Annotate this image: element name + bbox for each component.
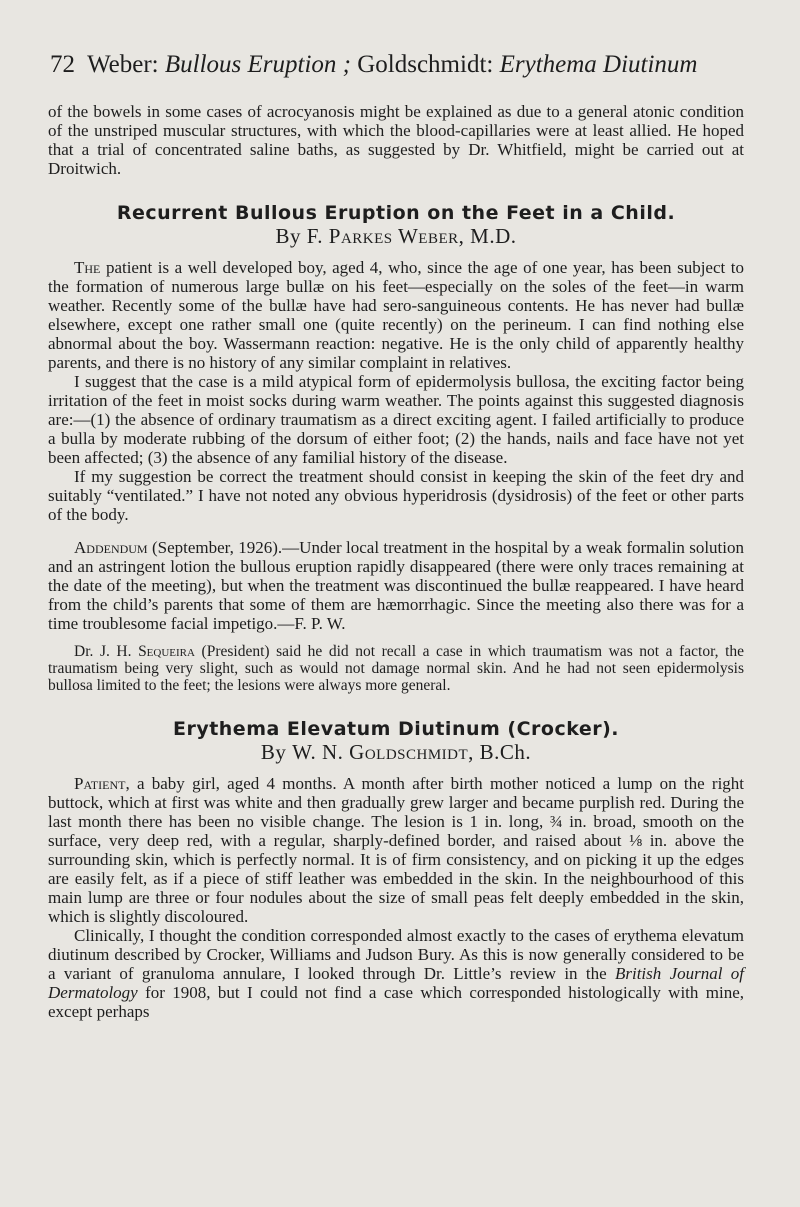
article1-degree: M.D. [470,224,517,248]
article1-byline [48,224,744,248]
article2-byline [48,740,744,764]
article1-paragraph-1 [48,258,744,372]
article2-title: Erythema Elevatum Diutinum (Crocker). [172,718,620,740]
article2-by: By [260,740,287,764]
header-right-title: Erythema Diutinum [499,51,698,78]
article2-paragraph-2 [48,926,744,1021]
article2-p2-before: Clinically, I thought the condition corresponded almost exactly to the cases of erythema elevatum diutinum described by Crocker, Williams and Judson Bury. As this is now generally considered to be a variant of granuloma annulare, I looked through Dr. Little’s review in the [48,926,744,983]
page-body [48,102,744,1021]
article1-title: Recurrent Bullous Eruption on the Feet in a Child. [116,202,676,224]
article2-degree: B.Ch. [479,740,532,764]
addendum-text: (September, 1926).—Under local treatment in the hospital by a weak formalin solution and an astringent lotion the bullous eruption rapidly disappeared (there were only traces remaining at the date of the meeting), but when the treatment was discontinued the bullæ reappeared. I have heard from the child’s parents that some of them are hæmorrhagic. Since the meeting also there was for a time troublesome facial impetigo.—F. P. W. [48,538,745,633]
article2-paragraph-1 [48,774,744,926]
article1-paragraph-2: I suggest that the case is a mild atypical form of epidermolysis bullosa, the exciting factor being irritation of the feet in moist socks during warm weather. The points against this suggested diagnosis are:—(1) the absence of ordinary traumatism as a direct exciting agent. I failed artificially to produce a bulla by moderate rubbing of the dorsum of either foot; (2) the hands, nails and face have not yet been affected; (3) the absence of any familial history of the disease. [48,372,744,467]
header-left-author: Weber: [87,51,159,78]
article1-discussion [48,643,744,694]
addendum-lead: Addendum [74,538,148,557]
article1-p1-lead: The [74,258,101,277]
article2-p1-lead: Patient, [74,774,130,793]
spacer [48,524,744,538]
spacer [48,633,744,643]
discussion-name: Sequeira [138,643,195,660]
article2-journal: British Journal of Dermatology [48,964,745,1002]
article2-p1-text: a baby girl, aged 4 months. A month after birth mother noticed a lump on the right buttock, which at first was white and then gradually grew larger and became purplish red. During the last month there has been no visible change. The lesion is 1 in. long, ¾ in. broad, smooth on the surface, very deep red, with a regular, sharply-defined border, and raised about ⅛ in. above the surrounding skin, which is perfectly normal. It is of firm consistency, and on picking it up the edges are easily felt, as if a piece of stiff leather was embedded in the skin. In the neighbourhood of this main lump are three or four nodules about the size of small peas felt deeply embedded in the skin, which is slightly discoloured. [48,774,745,926]
article1-by: By [275,224,302,248]
article2-author: W. N. Goldschmidt, [292,740,474,764]
article1-addendum [48,538,744,633]
discussion-lead: Dr. J. H. [74,643,132,660]
article1-p1-text: patient is a well developed boy, aged 4, who, since the age of one year, has been subject to the formation of numerous large bullæ on his feet—especially on the soles of the feet—in warm weather. Recently some of the bullæ have had sero-sanguineous contents. He has never had bullæ elsewhere, except one rather small one (quite recently) on the perineum. I can find nothing else abnormal about the boy. Wassermann reaction: negative. He is the only child of apparently healthy parents, and there is no history of any similar complaint in relatives. [48,258,744,372]
continuation-paragraph: of the bowels in some cases of acrocyanosis might be explained as due to a general atonic condition of the unstriped muscular structures, with which the blood-capillaries were at least allied. He hoped that a trial of concentrated saline baths, as suggested by Dr. Whitfield, might be carried out at Droitwich. [48,102,744,178]
running-header [50,50,750,80]
page-number: 72 [50,51,75,78]
header-left-title: Bullous Eruption ; [164,51,351,78]
article2-p2-after: for 1908, but I could not find a case which corresponded histologically with mine, except perhaps [48,983,744,1021]
discussion-text: (President) said he did not recall a case in which traumatism was not a factor, the traumatism being very slight, such as would not damage normal skin. And he had not seen epidermolysis bullosa limited to the feet; the lesions were always more general. [48,643,745,694]
article1-paragraph-3: If my suggestion be correct the treatment should consist in keeping the skin of the feet dry and suitably “ventilated.” I have not noted any obvious hyperidrosis (dysidrosis) of the feet or other parts of the body. [48,467,744,524]
article1-author: F. Parkes Weber, [306,224,465,248]
header-right-author: Goldschmidt: [357,51,494,78]
